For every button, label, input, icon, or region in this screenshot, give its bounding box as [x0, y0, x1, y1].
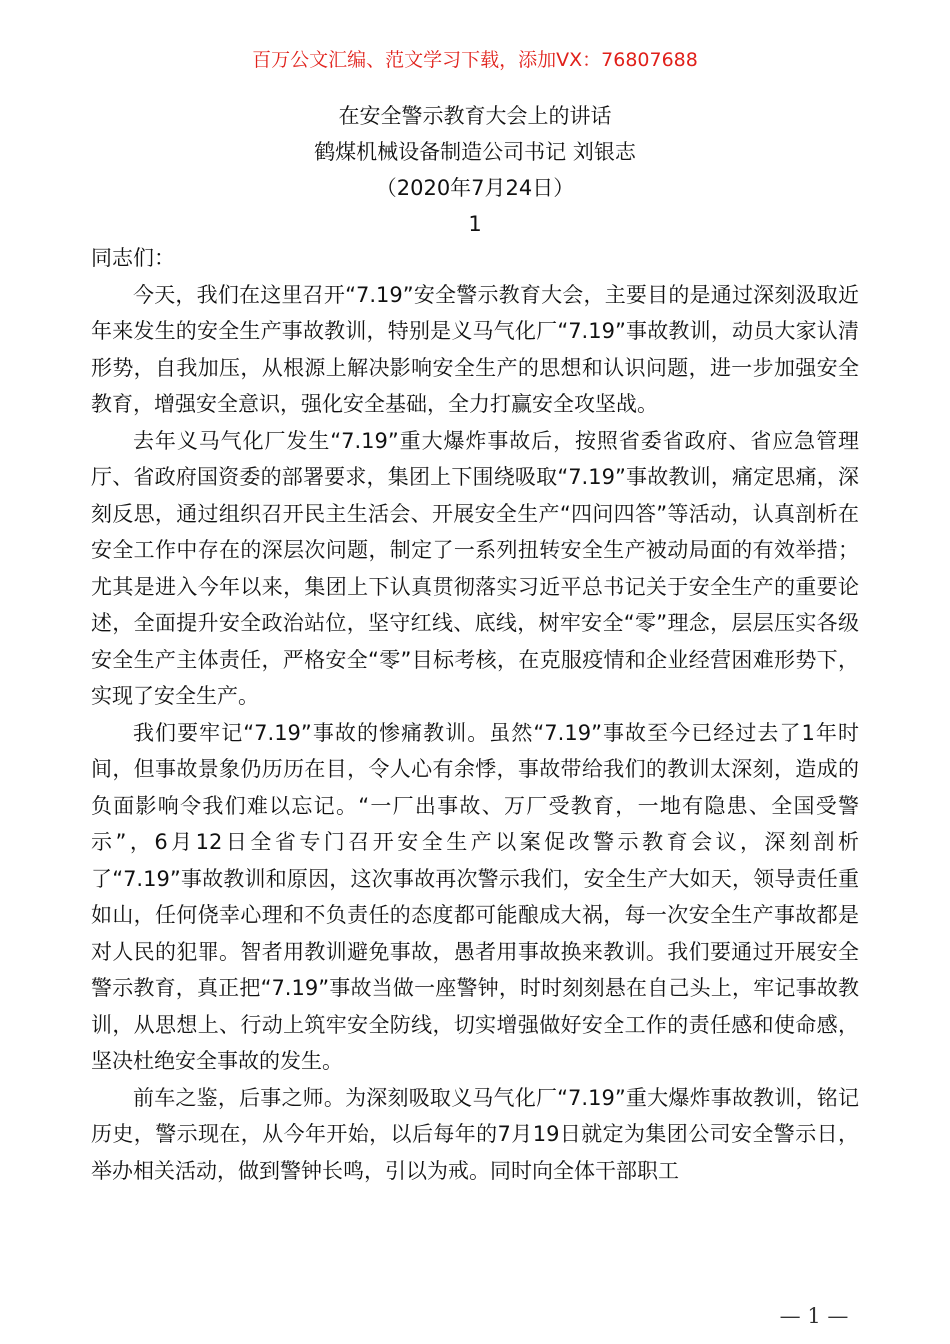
greeting: 同志们：	[91, 246, 175, 270]
paragraph: 我们要牢记“7.19”事故的惨痛教训。虽然“7.19”事故至今已经过去了1年时间，但事故景象仍历历在目，令人心有余悸，事故带给我们的教训太深刻，造成的负面影响令我们难以忘记。“一厂出事故、万厂受教育，一地有隐患、全国受警示”，6月12日全省专门召开安全生产以案促改警示教育会议，深刻剖析了“7.19”事故教训和原因，这次事故再次警示我们，安全生产大如天，领导责任重如山，任何侥幸心理和不负责任的态度都可能酿成大祸，每一次安全生产事故都是对人民的犯罪。智者用教训避免事故，愚者用事故换来教训。我们要通过开展安全警示教育，真正把“7.19”事故当做一座警钟，时时刻刻悬在自己头上，牢记事故教训，从思想上、行动上筑牢安全防线，切实增强做好安全工作的责任感和使命感，坚决杜绝安全事故的发生。	[91, 720, 859, 1073]
page-number: — 1 —	[779, 1304, 849, 1328]
paragraph: 去年义马气化厂发生“7.19”重大爆炸事故后，按照省委省政府、省应急管理厅、省政府国资委的部署要求，集团上下围绕吸取“7.19”事故教训，痛定思痛，深刻反思，通过组织召开民主生活会、开展安全生产“四问四答”等活动，认真剖析在安全工作中存在的深层次问题，制定了一系列扭转安全生产被动局面的有效举措；尤其是进入今年以来，集团上下认真贯彻落实习近平总书记关于安全生产的重要论述，全面提升安全政治站位，坚守红线、底线，树牢安全“零”理念，层层压实各级安全生产主体责任，严格安全“零”目标考核，在克服疫情和企业经营困难形势下，实现了安全生产。	[91, 428, 859, 708]
speech-title: 在安全警示教育大会上的讲话	[338, 104, 612, 128]
speech-author: 鹤煤机械设备制造公司书记 刘银志	[314, 140, 636, 164]
speech-body	[91, 240, 859, 1189]
speech-date: （2020年7月24日）	[375, 176, 575, 200]
promo-banner	[0, 48, 950, 72]
title-block	[0, 98, 950, 242]
paragraph: 今天，我们在这里召开“7.19”安全警示教育大会，主要目的是通过深刻汲取近年来发生的安全生产事故教训，特别是义马气化厂“7.19”事故教训，动员大家认清形势，自我加压，从根源上解决影响安全生产的思想和认识问题，进一步加强安全教育，增强安全意识，强化安全基础，全力打赢安全攻坚战。	[91, 282, 859, 416]
paragraph: 前车之鉴，后事之师。为深刻吸取义马气化厂“7.19”重大爆炸事故教训，铭记历史，警示现在，从今年开始，以后每年的7月19日就定为集团公司安全警示日，举办相关活动，做到警钟长鸣，引以为戒。同时向全体干部职工	[91, 1085, 859, 1183]
section-number: 1	[468, 212, 482, 236]
promo-banner-text: 百万公文汇编、范文学习下载，添加VX：76807688	[252, 49, 698, 71]
